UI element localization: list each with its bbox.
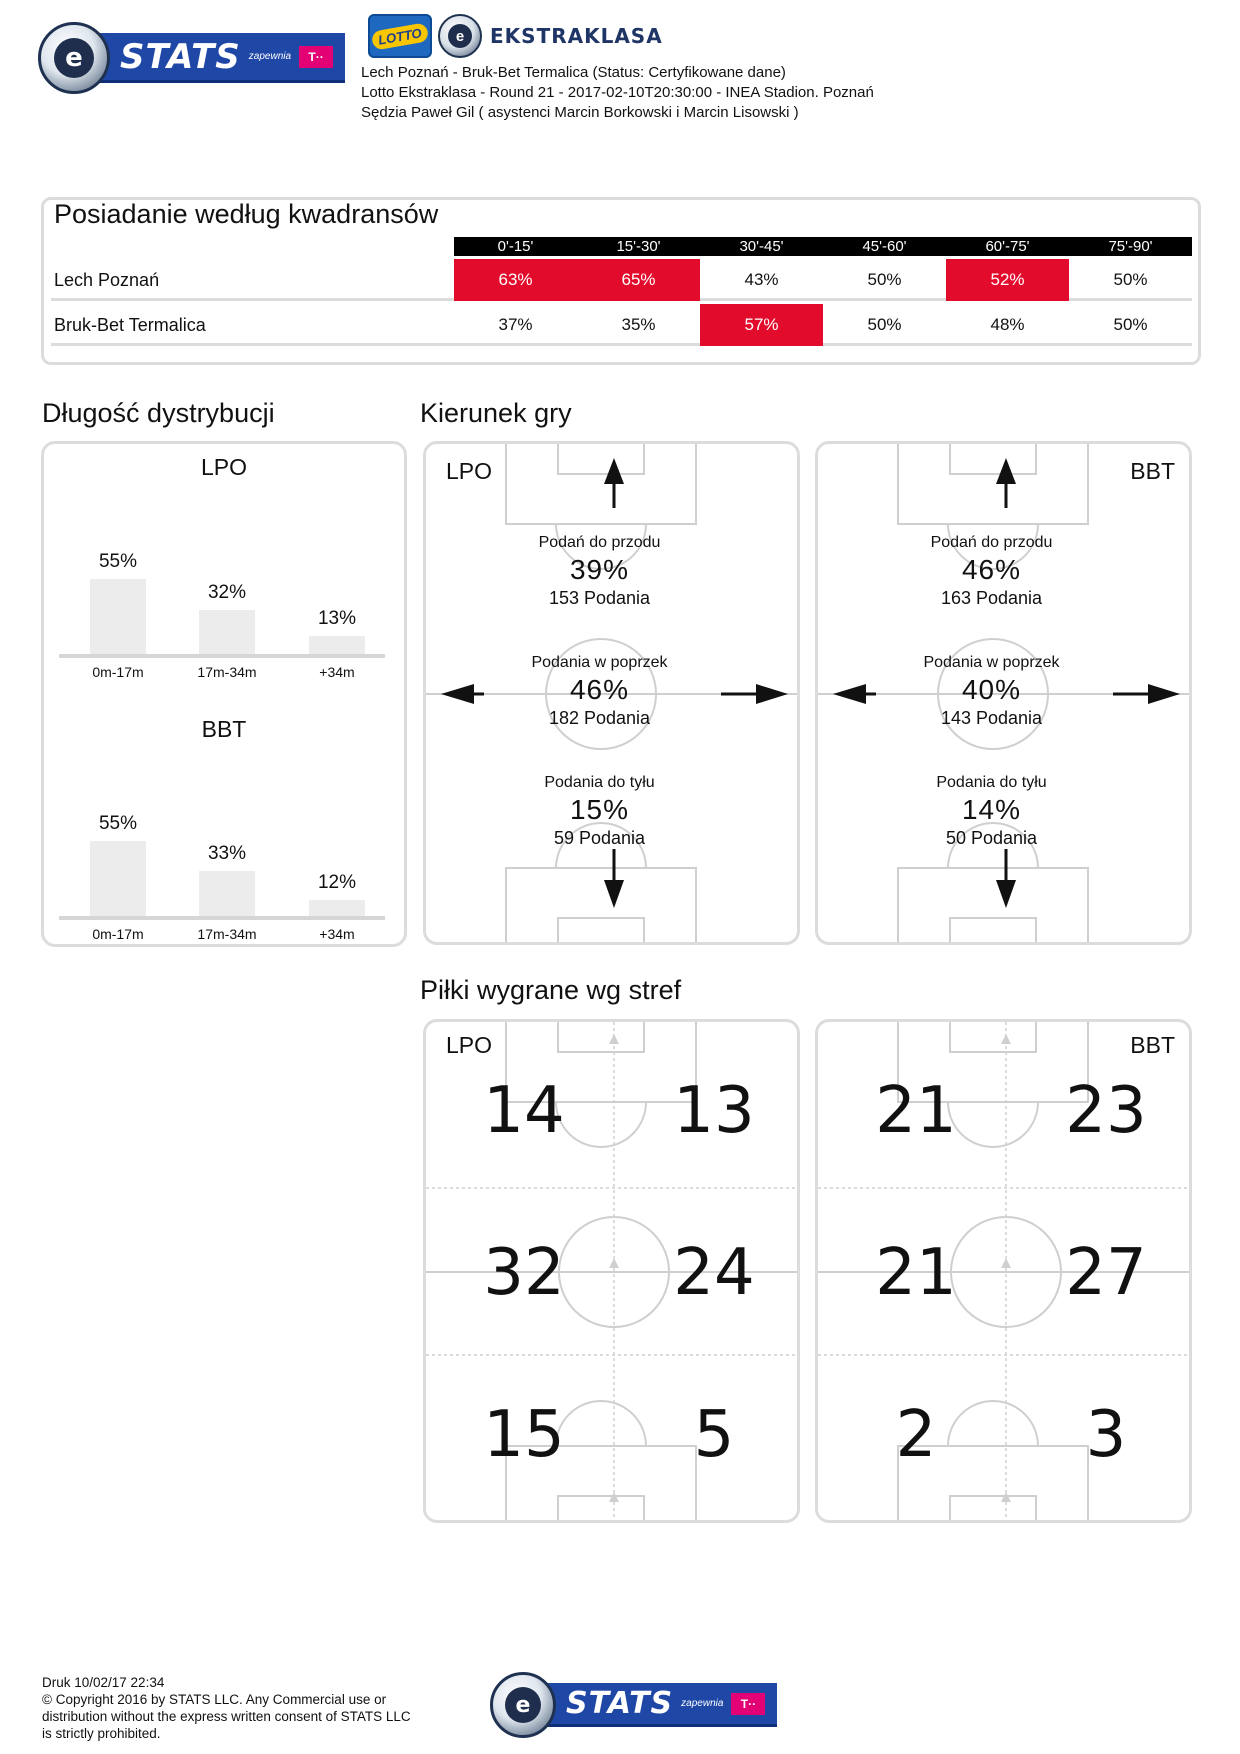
forward-pass-count: 163 Podania [940, 588, 1043, 608]
back-pass-pct: 14% [961, 794, 1022, 825]
ekstraklasa-logo-icon: e [438, 14, 482, 58]
across-pass-title: Podania w poprzek [923, 654, 1060, 671]
match-info: Lotto Ekstraklasa - Round 21 - 2017-02-10T20:30:00 - INEA Stadion. Poznań [361, 84, 874, 101]
distribution-value: 55% [98, 550, 138, 572]
period-label: 0'-15' [497, 238, 534, 255]
ekstraklasa-logo-word: EKSTRAKLASA [490, 24, 663, 48]
zones-card-lpo [423, 1019, 800, 1523]
zone-count: 2 [895, 1398, 937, 1472]
forward-pass-block [815, 534, 1177, 609]
zone-count: 13 [673, 1074, 755, 1148]
distribution-value: 32% [207, 582, 247, 604]
possession-row [51, 304, 1192, 346]
across-pass-pct: 40% [961, 674, 1022, 705]
arrow-up-icon [996, 458, 1016, 508]
match-title: Lech Poznań - Bruk-Bet Termalica (Status: Certyfikowane dane) [361, 64, 786, 81]
possession-cell: 57% [700, 304, 823, 346]
direction-card-lpo [423, 441, 800, 945]
stats-logo-word: STATS [566, 1686, 674, 1721]
period-label: 15'-30' [616, 238, 661, 255]
zones-title: Piłki wygrane wg stref [420, 975, 682, 1005]
period-label: 45'-60' [862, 238, 907, 255]
possession-period-header [454, 237, 1192, 256]
distribution-bar [90, 579, 146, 654]
across-pass-pct: 46% [569, 674, 630, 705]
possession-cell: 50% [1113, 270, 1148, 289]
zone-count: 15 [483, 1398, 565, 1472]
copyright-line: © Copyright 2016 by STATS LLC. Any Commercial use or [42, 1692, 387, 1707]
distribution-category: 0m-17m [92, 926, 144, 942]
possession-cell: 35% [621, 315, 656, 334]
zones-card-bbt [815, 1019, 1192, 1523]
distribution-category: +34m [319, 926, 355, 942]
possession-cell: 50% [1113, 315, 1148, 334]
period-label: 30'-45' [739, 238, 784, 255]
across-pass-block [423, 654, 785, 729]
possession-title: Posiadanie według kwadransów [54, 199, 439, 229]
zone-count: 3 [1085, 1398, 1127, 1472]
distribution-value: 13% [317, 608, 357, 630]
forward-pass-title: Podań do przodu [538, 534, 661, 551]
lotto-logo-word: LOTTO [371, 22, 429, 50]
ekstraklasa-ball-icon: e [38, 22, 110, 94]
possession-cell: 37% [498, 315, 533, 334]
stats-logo-sub: zapewnia [248, 51, 292, 62]
zone-count: 14 [483, 1074, 565, 1148]
back-pass-block [815, 774, 1177, 849]
stats-logo [38, 22, 345, 94]
possession-cell: 52% [946, 259, 1069, 301]
distribution-value: 12% [317, 871, 357, 893]
possession-cell: 50% [867, 315, 902, 334]
period-label: 75'-90' [1108, 238, 1153, 255]
copyright-line: is strictly prohibited. [42, 1726, 161, 1741]
across-pass-block [815, 654, 1177, 729]
possession-cell: 63% [454, 259, 577, 301]
back-pass-count: 59 Podania [553, 828, 646, 848]
distribution-value: 55% [98, 812, 138, 834]
zones-team-label: LPO [446, 1032, 493, 1058]
possession-cell: 65% [577, 259, 700, 301]
possession-cell: 43% [744, 270, 779, 289]
across-pass-title: Podania w poprzek [531, 654, 668, 671]
distribution-category: 17m-34m [197, 664, 257, 680]
distribution-bar [309, 900, 365, 916]
zone-count: 5 [693, 1398, 735, 1472]
back-pass-count: 50 Podania [945, 828, 1038, 848]
lotto-logo [368, 14, 432, 58]
back-pass-title: Podania do tyłu [544, 774, 655, 791]
direction-team-label: BBT [1130, 458, 1175, 484]
possession-cell: 50% [867, 270, 902, 289]
zone-count: 27 [1065, 1236, 1147, 1310]
forward-pass-block [423, 534, 785, 609]
forward-pass-count: 153 Podania [548, 588, 651, 608]
distribution-category: 17m-34m [197, 926, 257, 942]
telekom-icon: T·· [731, 1693, 765, 1715]
possession-cell: 48% [990, 315, 1025, 334]
ekstraklasa-ball-icon: e [490, 1672, 556, 1738]
distribution-category: +34m [319, 664, 355, 680]
stats-logo-word: STATS [120, 36, 241, 77]
zone-count: 23 [1065, 1074, 1147, 1148]
arrow-down-icon [604, 849, 624, 908]
distribution-baseline [59, 916, 385, 920]
back-pass-title: Podania do tyłu [936, 774, 1047, 791]
direction-team-label: LPO [446, 458, 493, 484]
telekom-icon: T·· [299, 46, 333, 68]
copyright-line: distribution without the express written consent of STATS LLC [42, 1709, 411, 1724]
distribution-card [41, 441, 407, 947]
zone-count: 32 [483, 1236, 565, 1310]
arrow-up-icon [604, 458, 624, 508]
stats-footer-logo [490, 1672, 777, 1738]
zone-count: 21 [875, 1236, 957, 1310]
distribution-baseline [59, 654, 385, 658]
direction-title: Kierunek gry [420, 398, 572, 428]
period-label: 60'-75' [985, 238, 1030, 255]
referee-info: Sędzia Paweł Gil ( asystenci Marcin Borkowski i Marcin Lisowski ) [361, 104, 799, 121]
direction-card-bbt [815, 441, 1192, 945]
back-pass-pct: 15% [569, 794, 630, 825]
distribution-bar [199, 610, 255, 654]
forward-pass-pct: 39% [569, 554, 630, 585]
distribution-category: 0m-17m [92, 664, 144, 680]
distribution-bar [199, 871, 255, 916]
distribution-bar [90, 841, 146, 916]
distribution-team-label: LPO [200, 454, 248, 480]
distribution-title: Długość dystrybucji [42, 398, 275, 428]
forward-pass-pct: 46% [961, 554, 1022, 585]
zone-count: 21 [875, 1074, 957, 1148]
arrow-down-icon [996, 849, 1016, 908]
zone-count: 24 [673, 1236, 755, 1310]
distribution-value: 33% [207, 842, 247, 864]
across-pass-count: 143 Podania [940, 708, 1043, 728]
stats-logo-sub: zapewnia [681, 1698, 724, 1709]
distribution-bar [309, 636, 365, 654]
distribution-team-label: BBT [201, 716, 247, 742]
across-pass-count: 182 Podania [548, 708, 651, 728]
print-date: Druk 10/02/17 22:34 [42, 1675, 165, 1690]
zones-team-label: BBT [1130, 1032, 1175, 1058]
team-name: Bruk-Bet Termalica [54, 315, 206, 335]
forward-pass-title: Podań do przodu [930, 534, 1053, 551]
team-name: Lech Poznań [54, 270, 160, 290]
possession-row [51, 259, 1192, 301]
back-pass-block [423, 774, 785, 849]
